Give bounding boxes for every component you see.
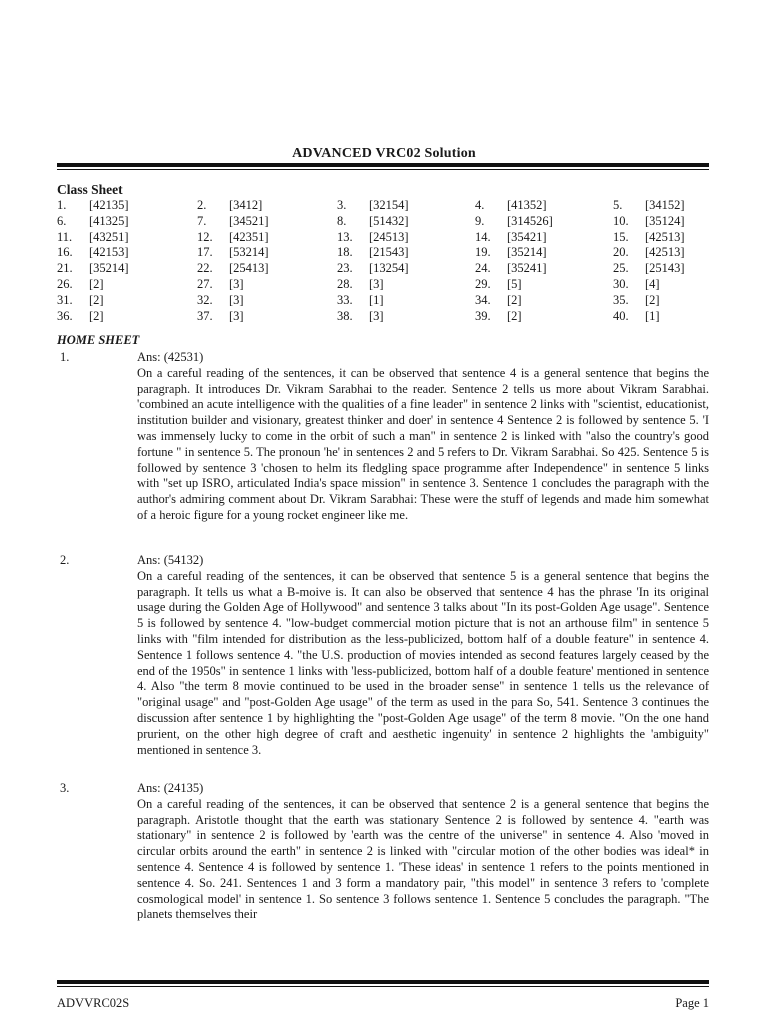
question-number: 39. <box>475 308 491 323</box>
title-rule-thin <box>57 169 709 170</box>
question-number: 21. <box>57 261 73 276</box>
answer-key: [35241] <box>507 261 547 276</box>
footer-doc-code: ADVVRC02S <box>57 996 130 1010</box>
question-number: 31. <box>57 292 73 307</box>
answer-key: [42513] <box>645 245 685 260</box>
answer-key: [35421] <box>507 229 547 244</box>
question-number: 25. <box>613 261 629 276</box>
question-number: 9. <box>475 213 485 228</box>
answer-key: [35124] <box>645 213 685 228</box>
answer-key: [5] <box>507 276 522 291</box>
answer-key: [3] <box>229 308 244 323</box>
question-number: 36. <box>57 308 73 323</box>
question-explanation: On a careful reading of the sentences, it can be observed that sentence 2 is a general sentence that begins the paragraph. Aristotle thought that the earth was stationary Sentence 2 is followed by sentence 4. "earth was stationary" in sentence 2 is followed by 'earth was the centre of the universe" in sentence 4. Also 'moved in circular orbits around the earth" in sentence 2 is linked with "circular motion of the other bodies was ideal* in sentence 4. Sentence 4 is followed by sentence 1. 'These ideas' in sentence 1 refers to the points mentioned in sentence 4. So. 241. Sentences 1 and 3 form a mandatory pair, "this model" in sentence 3 refers to 'complete cosmological model' in sentence 1. So sentence 3 follows sentence 1. Sentence 5 concludes the paragraph. "The planets themselves their <box>137 796 709 922</box>
question-number: 2. <box>197 198 207 212</box>
question-number: 35. <box>613 292 629 307</box>
question-number: 6. <box>57 213 67 228</box>
question-number: 26. <box>57 276 73 291</box>
question-number: 20. <box>613 245 629 260</box>
answer-key: [4] <box>645 276 660 291</box>
answer-key: [34521] <box>229 213 269 228</box>
question-number: 8. <box>337 213 347 228</box>
question-number: 33. <box>337 292 353 307</box>
class-sheet-row <box>57 261 709 277</box>
answer-key: [3412] <box>229 198 263 212</box>
class-sheet-row <box>57 245 709 261</box>
answer-key: [53214] <box>229 245 269 260</box>
question-number: 3. <box>337 198 347 212</box>
question-number: 23. <box>337 261 353 276</box>
question-answer: Ans: (42531) <box>137 350 204 364</box>
answer-key: [25413] <box>229 261 269 276</box>
class-sheet-row <box>57 198 709 214</box>
answer-key: [3] <box>369 308 384 323</box>
home-sheet-heading: HOME SHEET <box>57 333 140 347</box>
question-number: 4. <box>475 198 485 212</box>
class-sheet-grid <box>57 198 709 324</box>
question-explanation: On a careful reading of the sentences, it can be observed that sentence 4 is a general sentence that begins the paragraph. It introduces Dr. Vikram Sarabhai to the reader. Sentence 2 tells us more about Vikram Sarabhai. 'combined an acute intelligence with the qualities of a fine leader" in sentence 2 links with "scientist, educationist, institution builder and visionary, greatest thinker and doer' in sentence 4 Sentence 2 is followed by sentence 5. 'I was immensely lucky to come in the orbit of such a man" in sentence 2 is linked with "also the country's good fortune " in sentence 5. The pronoun 'he' in sentences 2 and 5 refers to Dr. Vikram Sarabhai. So 425. Sentence 5 is followed by sentence 3 'chosen to helm its fledgling space programme after Independence" in sentence 5 links with "set up ISRO, articulated India's space mission" in sentence 3. Sentence 1 concludes the paragraph with the author's admiring comment about Dr. Vikram Sarabhai: These were the stuff of legends and made him somewhat of a heroic figure for a young rocket engineer like me. <box>137 365 709 522</box>
answer-key: [2] <box>507 308 522 323</box>
question-number: 14. <box>475 229 491 244</box>
answer-key: [21543] <box>369 245 409 260</box>
answer-key: [42153] <box>89 245 129 260</box>
question-number: 24. <box>475 261 491 276</box>
question-explanation: On a careful reading of the sentences, it can be observed that sentence 5 is a general sentence that begins the paragraph. It tells us what a B-moive is. It can also be observed that sentence 4 has the phrase 'In its original usage during the Golden Age of Hollywood" and sentence 3 talks about "In its post-Golden Age usage". Sentence 5 is followed by sentence 4. "low-budget commercial motion picture that is not an arthouse film" in sentence 5 links with "film intended for distribution as the less-publicized, bottom half of a double feature" in sentence 4. Sentence 1 follows sentence 4. "the U.S. production of movies intended as second features largely ceased by the end of the 1950s" in sentence 1 links with 'less-publicized, bottom half of a double feature' mentioned in sentence 4. Also "the term 8 movie continued to be used in the broader sense" in sentence 1 tells us the relevance of "original usage" and "post-Golden Age usage" of the term as used in the para So, 541. Sentence 3 continues the discussion after sentence 1 by highlighting the "post-Golden Age usage" of the term 8 movie. "On the one hand prurient, on the other high degree of craft and aesthetic ingenuity' in sentence 2 highlights the 'ambiguity" mentioned in sentence 3. <box>137 568 709 757</box>
question-number: 10. <box>613 213 629 228</box>
answer-key: [24513] <box>369 229 409 244</box>
answer-key: [1] <box>645 308 660 323</box>
question-number: 15. <box>613 229 629 244</box>
class-sheet-heading: Class Sheet <box>57 182 123 197</box>
answer-key: [13254] <box>369 261 409 276</box>
answer-key: [2] <box>89 308 104 323</box>
question-number: 38. <box>337 308 353 323</box>
question-number: 3. <box>60 781 70 795</box>
answer-key: [2] <box>89 276 104 291</box>
question-number: 28. <box>337 276 353 291</box>
answer-key: [41325] <box>89 213 129 228</box>
question-number: 32. <box>197 292 213 307</box>
question-number: 1. <box>60 350 70 364</box>
question-number: 17. <box>197 245 213 260</box>
class-sheet-row <box>57 293 709 309</box>
footer-rule-thick <box>57 980 709 984</box>
question-answer: Ans: (54132) <box>137 553 204 567</box>
answer-key: [42135] <box>89 198 129 212</box>
answer-key: [2] <box>507 292 522 307</box>
title-rule-thick <box>57 163 709 167</box>
question-number: 37. <box>197 308 213 323</box>
question-number: 30. <box>613 276 629 291</box>
question-number: 34. <box>475 292 491 307</box>
class-sheet-row <box>57 277 709 293</box>
class-sheet-row <box>57 309 709 325</box>
question-number: 1. <box>57 198 67 212</box>
answer-key: [3] <box>229 292 244 307</box>
question-number: 13. <box>337 229 353 244</box>
home-question-2 <box>57 553 709 758</box>
question-number: 27. <box>197 276 213 291</box>
question-answer: Ans: (24135) <box>137 781 204 795</box>
footer-rule-thin <box>57 986 709 987</box>
answer-key: [25143] <box>645 261 685 276</box>
question-number: 11. <box>57 229 73 244</box>
answer-key: [3] <box>369 276 384 291</box>
question-number: 19. <box>475 245 491 260</box>
question-number: 2. <box>60 553 70 567</box>
question-number: 18. <box>337 245 353 260</box>
answer-key: [41352] <box>507 198 547 212</box>
answer-key: [35214] <box>89 261 129 276</box>
question-number: 7. <box>197 213 207 228</box>
answer-key: [51432] <box>369 213 409 228</box>
answer-key: [2] <box>89 292 104 307</box>
home-question-1 <box>57 350 709 524</box>
answer-key: [34152] <box>645 198 685 212</box>
question-number: 22. <box>197 261 213 276</box>
question-number: 40. <box>613 308 629 323</box>
answer-key: [2] <box>645 292 660 307</box>
question-number: 29. <box>475 276 491 291</box>
class-sheet-row <box>57 214 709 230</box>
home-question-3 <box>57 781 709 923</box>
answer-key: [42351] <box>229 229 269 244</box>
question-number: 12. <box>197 229 213 244</box>
answer-key: [35214] <box>507 245 547 260</box>
class-sheet-row <box>57 230 709 246</box>
page-title: ADVANCED VRC02 Solution <box>292 146 476 161</box>
answer-key: [32154] <box>369 198 409 212</box>
question-number: 5. <box>613 198 623 212</box>
answer-key: [314526] <box>507 213 553 228</box>
footer-page-number: Page 1 <box>675 996 709 1010</box>
answer-key: [3] <box>229 276 244 291</box>
answer-key: [42513] <box>645 229 685 244</box>
question-number: 16. <box>57 245 73 260</box>
answer-key: [1] <box>369 292 384 307</box>
answer-key: [43251] <box>89 229 129 244</box>
